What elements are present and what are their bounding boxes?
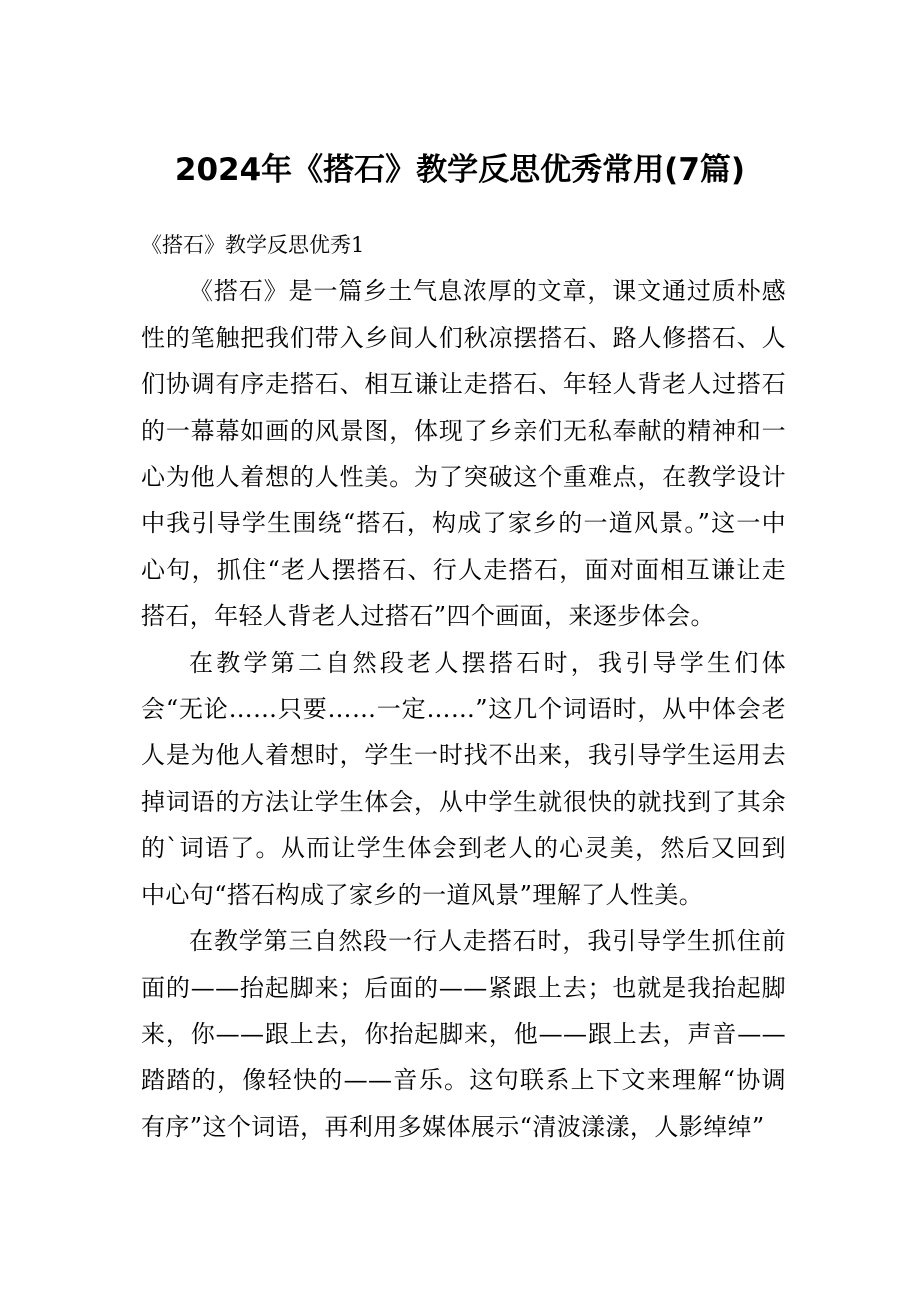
document-body	[141, 222, 786, 1150]
paragraph-3: 在教学第三自然段一行人走搭石时，我引导学生抓住前面的——抬起脚来；后面的——紧跟上去；也就是我抬起脚来，你——跟上去，你抬起脚来，他——跟上去，声音——踏踏的，像轻快的——音乐。这句联系上下文来理解“协调有序”这个词语，再利用多媒体展示“清波漾漾，人影绰绰”	[141, 927, 786, 1141]
paragraph-1: 《搭石》是一篇乡土气息浓厚的文章，课文通过质朴感性的笔触把我们带入乡间人们秋凉摆搭石、路人修搭石、人们协调有序走搭石、相互谦让走搭石、年轻人背老人过搭石的一幕幕如画的风景图，体现了乡亲们无私奉献的精神和一心为他人着想的人性美。为了突破这个重难点，在教学设计中我引导学生围绕“搭石，构成了家乡的一道风景。”这一中心句，抓住“老人摆搭石、行人走搭石，面对面相互谦让走搭石，年轻人背老人过搭石”四个画面，来逐步体会。	[141, 277, 786, 631]
document-title: 2024年《搭石》教学反思优秀常用(7篇)	[174, 152, 746, 188]
section-heading: 《搭石》教学反思优秀1	[141, 233, 365, 257]
paragraph-2: 在教学第二自然段老人摆搭石时，我引导学生们体会“无论……只要……一定……”这几个词语时，从中体会老人是为他人着想时，学生一时找不出来，我引导学生运用去掉词语的方法让学生体会，从中学生就很快的就找到了其余的`词语了。从而让学生体会到老人的心灵美，然后又回到中心句“搭石构成了家乡的一道风景”理解了人性美。	[141, 648, 786, 909]
